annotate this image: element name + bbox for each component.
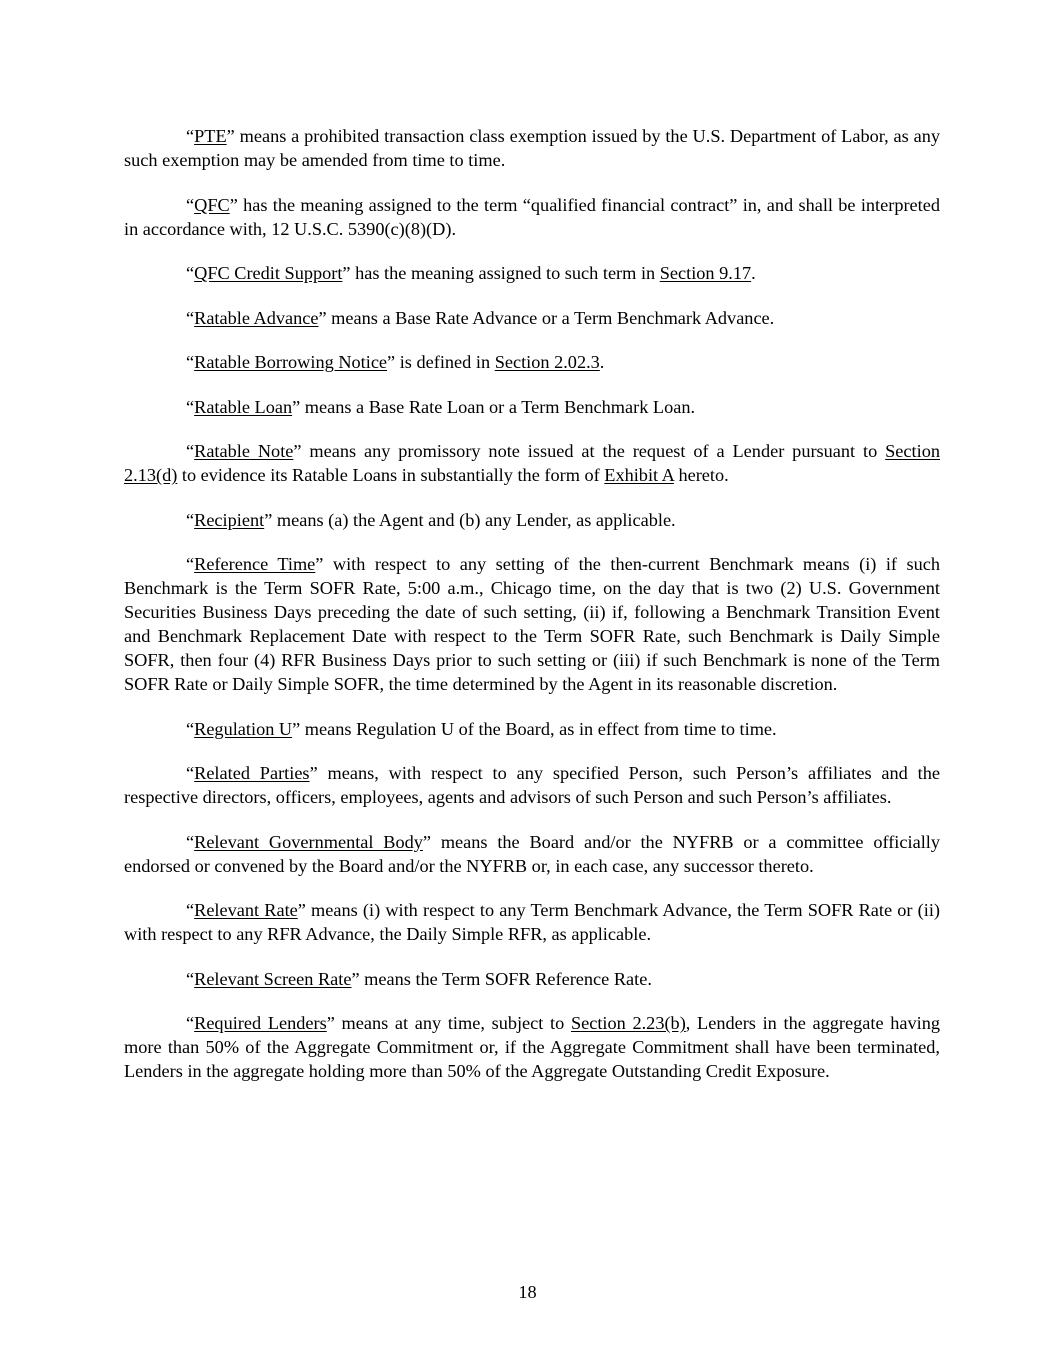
defined-term-link: Ratable Advance (194, 307, 319, 328)
definition-text: ” has the meaning assigned to such term in (342, 263, 660, 283)
defined-term-link: Recipient (194, 509, 265, 530)
definition-text: ” means the Board and/or the NYFRB or a committee officially endorsed or convened by the Board and/or the NYFRB or, in each case, any successor thereto. (124, 831, 940, 876)
defined-term-link: QFC Credit Support (194, 263, 343, 283)
definition-qfc-credit-support (124, 261, 940, 285)
definition-text: “ (186, 509, 195, 530)
defined-term-link: Relevant Rate (194, 900, 298, 920)
defined-term-link: Section 2.23(b) (570, 1013, 686, 1033)
defined-term-link: Section 2.13(d) (124, 441, 940, 485)
defined-term-link: Section 2.02.3 (494, 352, 600, 372)
defined-term-link: Relevant Screen Rate (194, 968, 352, 989)
definition-text: “ (186, 396, 195, 417)
defined-term-link: Ratable Borrowing Notice (194, 352, 388, 372)
definition-relevant-screen-rate (124, 967, 940, 991)
defined-term-link: PTE (194, 126, 227, 146)
definition-pte (124, 124, 940, 172)
defined-term-link: Section 9.17 (659, 263, 752, 283)
definition-text: . (751, 263, 756, 283)
definition-text: ” means at any time, subject to (326, 1013, 571, 1033)
definitions-list (124, 124, 940, 1104)
defined-term-link: Relevant Governmental Body (194, 831, 423, 852)
definition-text: ” means the Term SOFR Reference Rate. (351, 968, 652, 989)
defined-term-link: Ratable Loan (194, 396, 293, 417)
definition-text: . (599, 352, 605, 372)
definition-text: ” means Regulation U of the Board, as in effect from time to time. (292, 718, 777, 739)
page-number: 18 (518, 1282, 537, 1302)
definition-ratable-borrowing-notice (124, 350, 940, 374)
definition-text: “ (186, 441, 195, 461)
definition-recipient (124, 508, 940, 532)
definition-ratable-advance (124, 306, 940, 330)
definition-text: ” means, with respect to any specified Person, such Person’s affiliates and the respective directors, officers, employees, agents and advisors of such Person and such Person’s affiliates. (124, 763, 940, 807)
definition-text: “ (186, 968, 195, 989)
definition-reference-time (124, 552, 940, 696)
definition-text: “ (186, 194, 195, 215)
definition-text: “ (186, 263, 195, 283)
defined-term-link: Exhibit A (604, 465, 674, 485)
definition-text: ” means a Base Rate Advance or a Term Benchmark Advance. (318, 307, 775, 328)
definition-related-parties (124, 761, 940, 809)
definition-text: ” means any promissory note issued at the request of a Lender pursuant to (293, 441, 886, 461)
definition-text: ” means a prohibited transaction class exemption issued by the U.S. Department of Labor, as any such exemption may be amended from time to time. (124, 126, 940, 170)
definition-text: “ (186, 554, 195, 574)
definition-text: ” is defined in (387, 352, 495, 372)
defined-term-link: Reference Time (194, 554, 316, 574)
definition-text: ” means a Base Rate Loan or a Term Benchmark Loan. (292, 396, 696, 417)
definition-relevant-governmental-body (124, 830, 940, 878)
defined-term-link: Required Lenders (194, 1013, 327, 1033)
definition-text: “ (186, 307, 195, 328)
defined-term-link: Related Parties (194, 763, 310, 783)
definition-regulation-u (124, 717, 940, 741)
definition-ratable-note (124, 439, 940, 487)
defined-term-link: Ratable Note (194, 441, 294, 461)
definition-text: ” has the meaning assigned to the term “qualified financial contract” in, and shall be interpreted in accordance with, 12 U.S.C. 5390(c)(8)(D). (124, 194, 940, 239)
definition-text: hereto. (673, 465, 729, 485)
defined-term-link: Regulation U (194, 718, 293, 739)
definition-text: “ (186, 900, 195, 920)
definition-text: “ (186, 1013, 195, 1033)
definition-text: “ (186, 352, 195, 372)
definition-text: “ (186, 718, 195, 739)
definition-text: , Lenders in the aggregate having more than 50% of the Aggregate Commitment or, if the Aggregate Commitment shall have been terminated, Lenders in the aggregate holding more than 50% of the Aggregate Outstanding Credit Exposure. (124, 1013, 940, 1081)
definition-text: ” with respect to any setting of the then-current Benchmark means (i) if such Benchmark is the Term SOFR Rate, 5:00 a.m., Chicago time, on the day that is two (2) U.S. Government Securities Business Days preceding the date of such setting, (ii) if, following a Benchmark Transition Event and Benchmark Replacement Date with respect to the Term SOFR Rate, such Benchmark is Daily Simple SOFR, then four (4) RFR Business Days prior to such setting or (iii) if such Benchmark is none of the Term SOFR Rate or Daily Simple SOFR, the time determined by the Agent in its reasonable discretion. (124, 554, 940, 694)
definition-text: ” means (a) the Agent and (b) any Lender, as applicable. (264, 509, 676, 530)
defined-term-link: QFC (194, 194, 230, 215)
definition-text: “ (186, 831, 195, 852)
definition-text: to evidence its Ratable Loans in substantially the form of (177, 465, 605, 485)
definition-required-lenders (124, 1011, 940, 1083)
definition-text: ” means (i) with respect to any Term Benchmark Advance, the Term SOFR Rate or (ii) with respect to any RFR Advance, the Daily Simple RFR, as applicable. (124, 900, 941, 944)
definition-text: “ (186, 763, 195, 783)
definition-qfc (124, 193, 940, 241)
definition-relevant-rate (124, 898, 940, 946)
definition-text: “ (186, 126, 195, 146)
definition-ratable-loan (124, 395, 940, 419)
